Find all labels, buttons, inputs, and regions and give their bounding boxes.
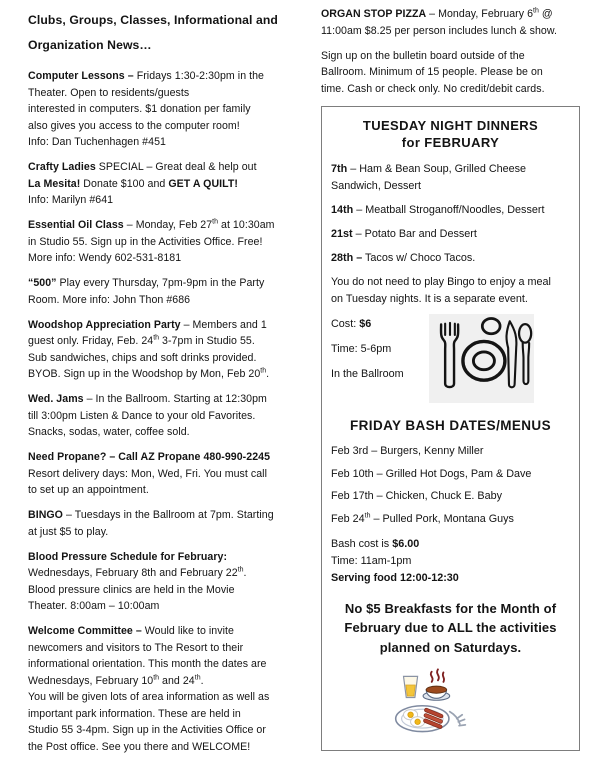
right-column: [321, 6, 580, 751]
para-blood-pressure: Blood Pressure Schedule for February: Wednesdays, February 8th and February 22th. Blood pressure clinics are held in the Movie Theater. 8:00am – 10:00am: [28, 550, 247, 612]
left-column: [28, 6, 300, 764]
location-line: In the Ballroom: [331, 367, 404, 380]
breakfast-icon: [381, 667, 473, 744]
tuesday-dinners-heading: TUESDAY NIGHT DINNERS for FEBRUARY: [362, 117, 539, 150]
tuesday-item-28th: 28th – Tacos w/ Choco Tacos.: [331, 251, 476, 264]
para-wed-jams: Wed. Jams – In the Ballroom. Starting at 12:30pm till 3:00pm Listen & Dance to your old Favorites. Snacks, sodas, water, coffee sold.: [28, 393, 267, 438]
para-500-card-game: “500” Play every Thursday, 7pm-9pm in the Party Room. More info: John Thon #686: [28, 277, 265, 306]
para-welcome-committee: Welcome Committee – Would like to invite newcomers and visitors to The Resort to their informational orientation. This month the dates are Wednesdays, February 10th and 24th. You will be given lots of area information as well as important park information. These are held in Studio 55 3-4pm. Sign up in the Activities Office or the Post office. See you there and WELCOME!: [28, 625, 270, 753]
para-need-propane: Need Propane? – Call AZ Propane 480-990-2245 Resort delivery days: Mon, Wed, Fri. You must call to set up an appointment.: [28, 451, 271, 496]
page-title: Clubs, Groups, Classes, Informational and Organization News…: [28, 13, 278, 52]
dinner-details: [331, 314, 429, 391]
serving-line: Serving food 12:00-12:30: [331, 571, 459, 584]
time-line: Time: 5-6pm: [331, 342, 392, 355]
cost-line: Cost: $6: [331, 317, 372, 330]
friday-item-feb10: Feb 10th – Grilled Hot Dogs, Pam & Dave: [331, 467, 532, 480]
para-crafty-ladies: Crafty Ladies SPECIAL – Great deal & help out La Mesita! Donate $100 and GET A QUILT! Info: Marilyn #641: [28, 161, 257, 206]
bash-time-line: Time: 11am-1pm: [331, 554, 412, 567]
bash-details: [331, 536, 570, 587]
para-computer-lessons: Computer Lessons – Fridays 1:30-2:30pm in the Theater. Open to residents/guests interested in computers. $1 donation per family also gives you access to the computer room! Info: Dan Tuchenhagen #451: [28, 70, 265, 148]
tuesday-item-21st: 21st – Potato Bar and Dessert: [331, 227, 477, 240]
events-box: [321, 106, 580, 752]
breakfast-notice: No $5 Breakfasts for the Month of February due to ALL the activities planned on Saturdays.: [344, 600, 557, 655]
para-pizza-signup: Sign up on the bulletin board outside of the Ballroom. Minimum of 15 people. Please be on time. Cash or check only. No credit/debit cards.: [321, 49, 545, 95]
friday-item-feb3: Feb 3rd – Burgers, Kenny Miller: [331, 445, 484, 457]
para-essential-oil: Essential Oil Class – Monday, Feb 27th at 10:30am in Studio 55. Sign up in the Activities Office. Free! More info: Wendy 602-531-8181: [28, 218, 275, 264]
tuesday-item-14th: 14th – Meatball Stroganoff/Noodles, Dessert: [331, 203, 545, 216]
para-bingo: BINGO – Tuesdays in the Ballroom at 7pm. Starting at just $5 to play.: [28, 509, 274, 538]
para-woodshop-party: Woodshop Appreciation Party – Members and 1 guest only. Friday, Feb. 24th 3-7pm in Studio 55. Sub sandwiches, chips and soft drinks provided. BYOB. Sign up in the Woodshop by Mon, Feb 20th.: [28, 318, 270, 380]
tuesday-note: You do not need to play Bingo to enjoy a meal on Tuesday nights. It is a separate event.: [331, 275, 551, 305]
place-setting-icon: [429, 314, 534, 403]
friday-item-feb17: Feb 17th – Chicken, Chuck E. Baby: [331, 490, 503, 502]
friday-bash-heading: FRIDAY BASH DATES/MENUS: [350, 417, 551, 433]
friday-item-feb24: Feb 24th – Pulled Pork, Montana Guys: [331, 511, 514, 525]
para-organ-stop-pizza: ORGAN STOP PIZZA – Monday, February 6th @ 11:00am $8.25 per person includes lunch & show.: [321, 7, 557, 37]
dinner-details-row: [331, 314, 570, 403]
tuesday-item-7th: 7th – Ham & Bean Soup, Grilled Cheese Sandwich, Dessert: [331, 162, 527, 192]
bash-cost-line: Bash cost is $6.00: [331, 537, 420, 550]
